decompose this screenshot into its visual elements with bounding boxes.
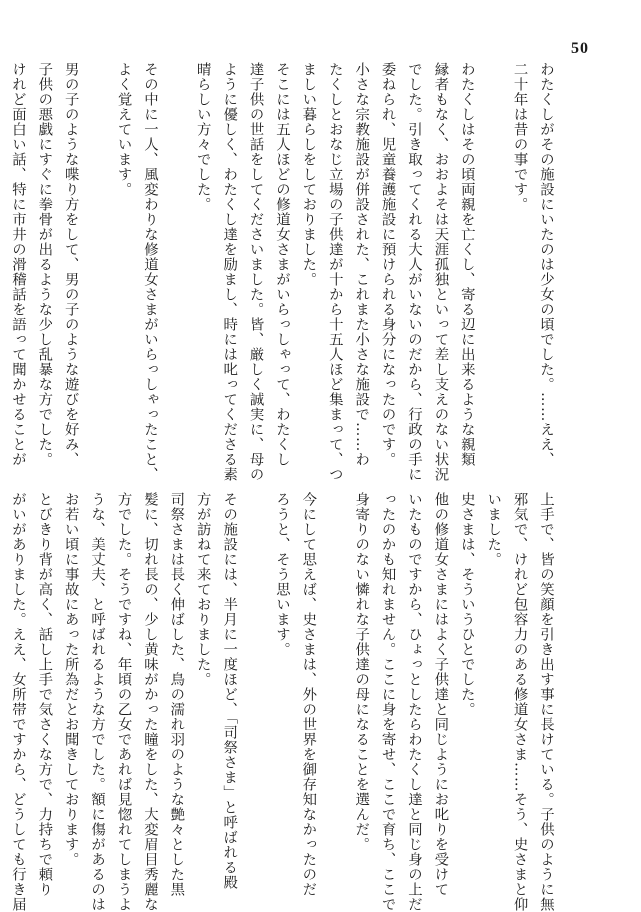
text-line: 小さな宗教施設が併設された、これまた小さな施設で……わ — [353, 62, 370, 467]
text-line: 男の子のような喋り方をして、男の子のような遊びを好み、 — [62, 62, 79, 467]
text-line: けれど面白い話、特に市井の滑稽話を語って聞かせることが — [9, 62, 26, 467]
text-line: たくしとおなじ立場の子供達が十から十五人ほど集まって、つ — [326, 62, 343, 482]
text-line: わたくしはその頃両親を亡くし、寄る辺に出来るような親類 — [458, 62, 475, 467]
page-number: 50 — [571, 40, 589, 57]
text-line: いたものですから、ひょっとしたらわたくし達と同じ身の上だ — [405, 492, 422, 912]
blank-line — [321, 492, 347, 864]
text-line: でした。引き取ってくれる大人がいないのだから、行政の手に — [405, 62, 422, 482]
text-line: ろうと、そう思います。 — [273, 492, 290, 657]
upper-text-block — [9, 62, 559, 482]
text-line: 二十年は昔の事です。 — [511, 62, 528, 212]
text-line: 今にして思えば、史さまは、外の世界を御存知なかったのだ — [300, 492, 317, 897]
text-line: そこには五人ほどの修道女さまがいらっしゃって、わたくし — [273, 62, 290, 467]
text-line: うな、美丈夫、と呼ばれるような方でした。額に傷があるのは — [89, 492, 106, 912]
text-line: ましい暮らしをしておりました。 — [300, 62, 317, 287]
text-line: いました。 — [485, 492, 502, 567]
text-line: その施設には、半月に一度ほど、「司祭さま」と呼ばれる殿 — [221, 492, 238, 890]
text-line: わたくしがその施設にいたのは少女の頃でした。……ええ、 — [538, 62, 554, 467]
text-line — [0, 492, 5, 864]
text-line: よく覚えています。 — [115, 62, 132, 197]
text-line: とびきり背が高く、話し上手で気さくな方で、力持ちで頼り — [36, 492, 53, 897]
text-line: ったのかも知れません。ここに身を寄せ、ここで育ち、ここで — [379, 492, 396, 912]
blank-line — [84, 62, 110, 437]
blank-line — [480, 62, 506, 437]
text-line: 他の修道女さまにはよく子供達と同じようにお叱りを受けて — [432, 492, 449, 897]
text-line: 達子供の世話をしてくださいました。皆、厳しく誠実に、母の — [247, 62, 264, 482]
text-line: 邪気で、けれど包容力のある修道女さま……そう、史さまと仰 — [511, 492, 528, 912]
text-line: 方が訪ねて来ておりました。 — [194, 492, 211, 687]
text-line: お若い頃に事故にあった所為だとお聞きしております。 — [62, 492, 79, 867]
text-line: がいがありました。ええ、女所帯ですから、どうしても行き届 — [9, 492, 26, 912]
blank-line — [163, 62, 189, 437]
lower-text-block — [9, 492, 559, 912]
text-line: 上手で、皆の笑顔を引き出す事に長けている。子供のように無 — [538, 492, 554, 912]
text-line: 方でした。そうですね、年頃の乙女であれば見惚れてしまうよ — [115, 492, 132, 912]
text-line: 髪に、切れ長の、少し黄味がかった瞳をした、大変眉目秀麗な — [141, 492, 158, 912]
text-line: その中に一人、風変わりな修道女さまがいらっしゃったこと、 — [141, 62, 158, 482]
text-line: 身寄りのない憐れな子供達の母になることを選んだ。 — [353, 492, 370, 852]
text-line: 晴らしい方々でした。 — [194, 62, 211, 212]
text-line: 縁者もなく、おおよそは天涯孤独といって差し支えのない状況 — [432, 62, 449, 482]
text-line: 子供の悪戯にすぐに拳骨が出るような少し乱暴な方でした。 — [36, 62, 53, 467]
text-line: 司祭さまは長く伸ばした、鳥の濡れ羽のような艶々とした黒 — [168, 492, 185, 897]
text-line: 史さまは、そういうひとでした。 — [458, 492, 475, 717]
text-line: 委ねられ、児童養護施設に預けられる身分になったのです。 — [379, 62, 396, 467]
blank-line — [242, 492, 268, 864]
text-line: ように優しく、わたくし達を励まし、時には叱ってくださる素 — [221, 62, 238, 482]
